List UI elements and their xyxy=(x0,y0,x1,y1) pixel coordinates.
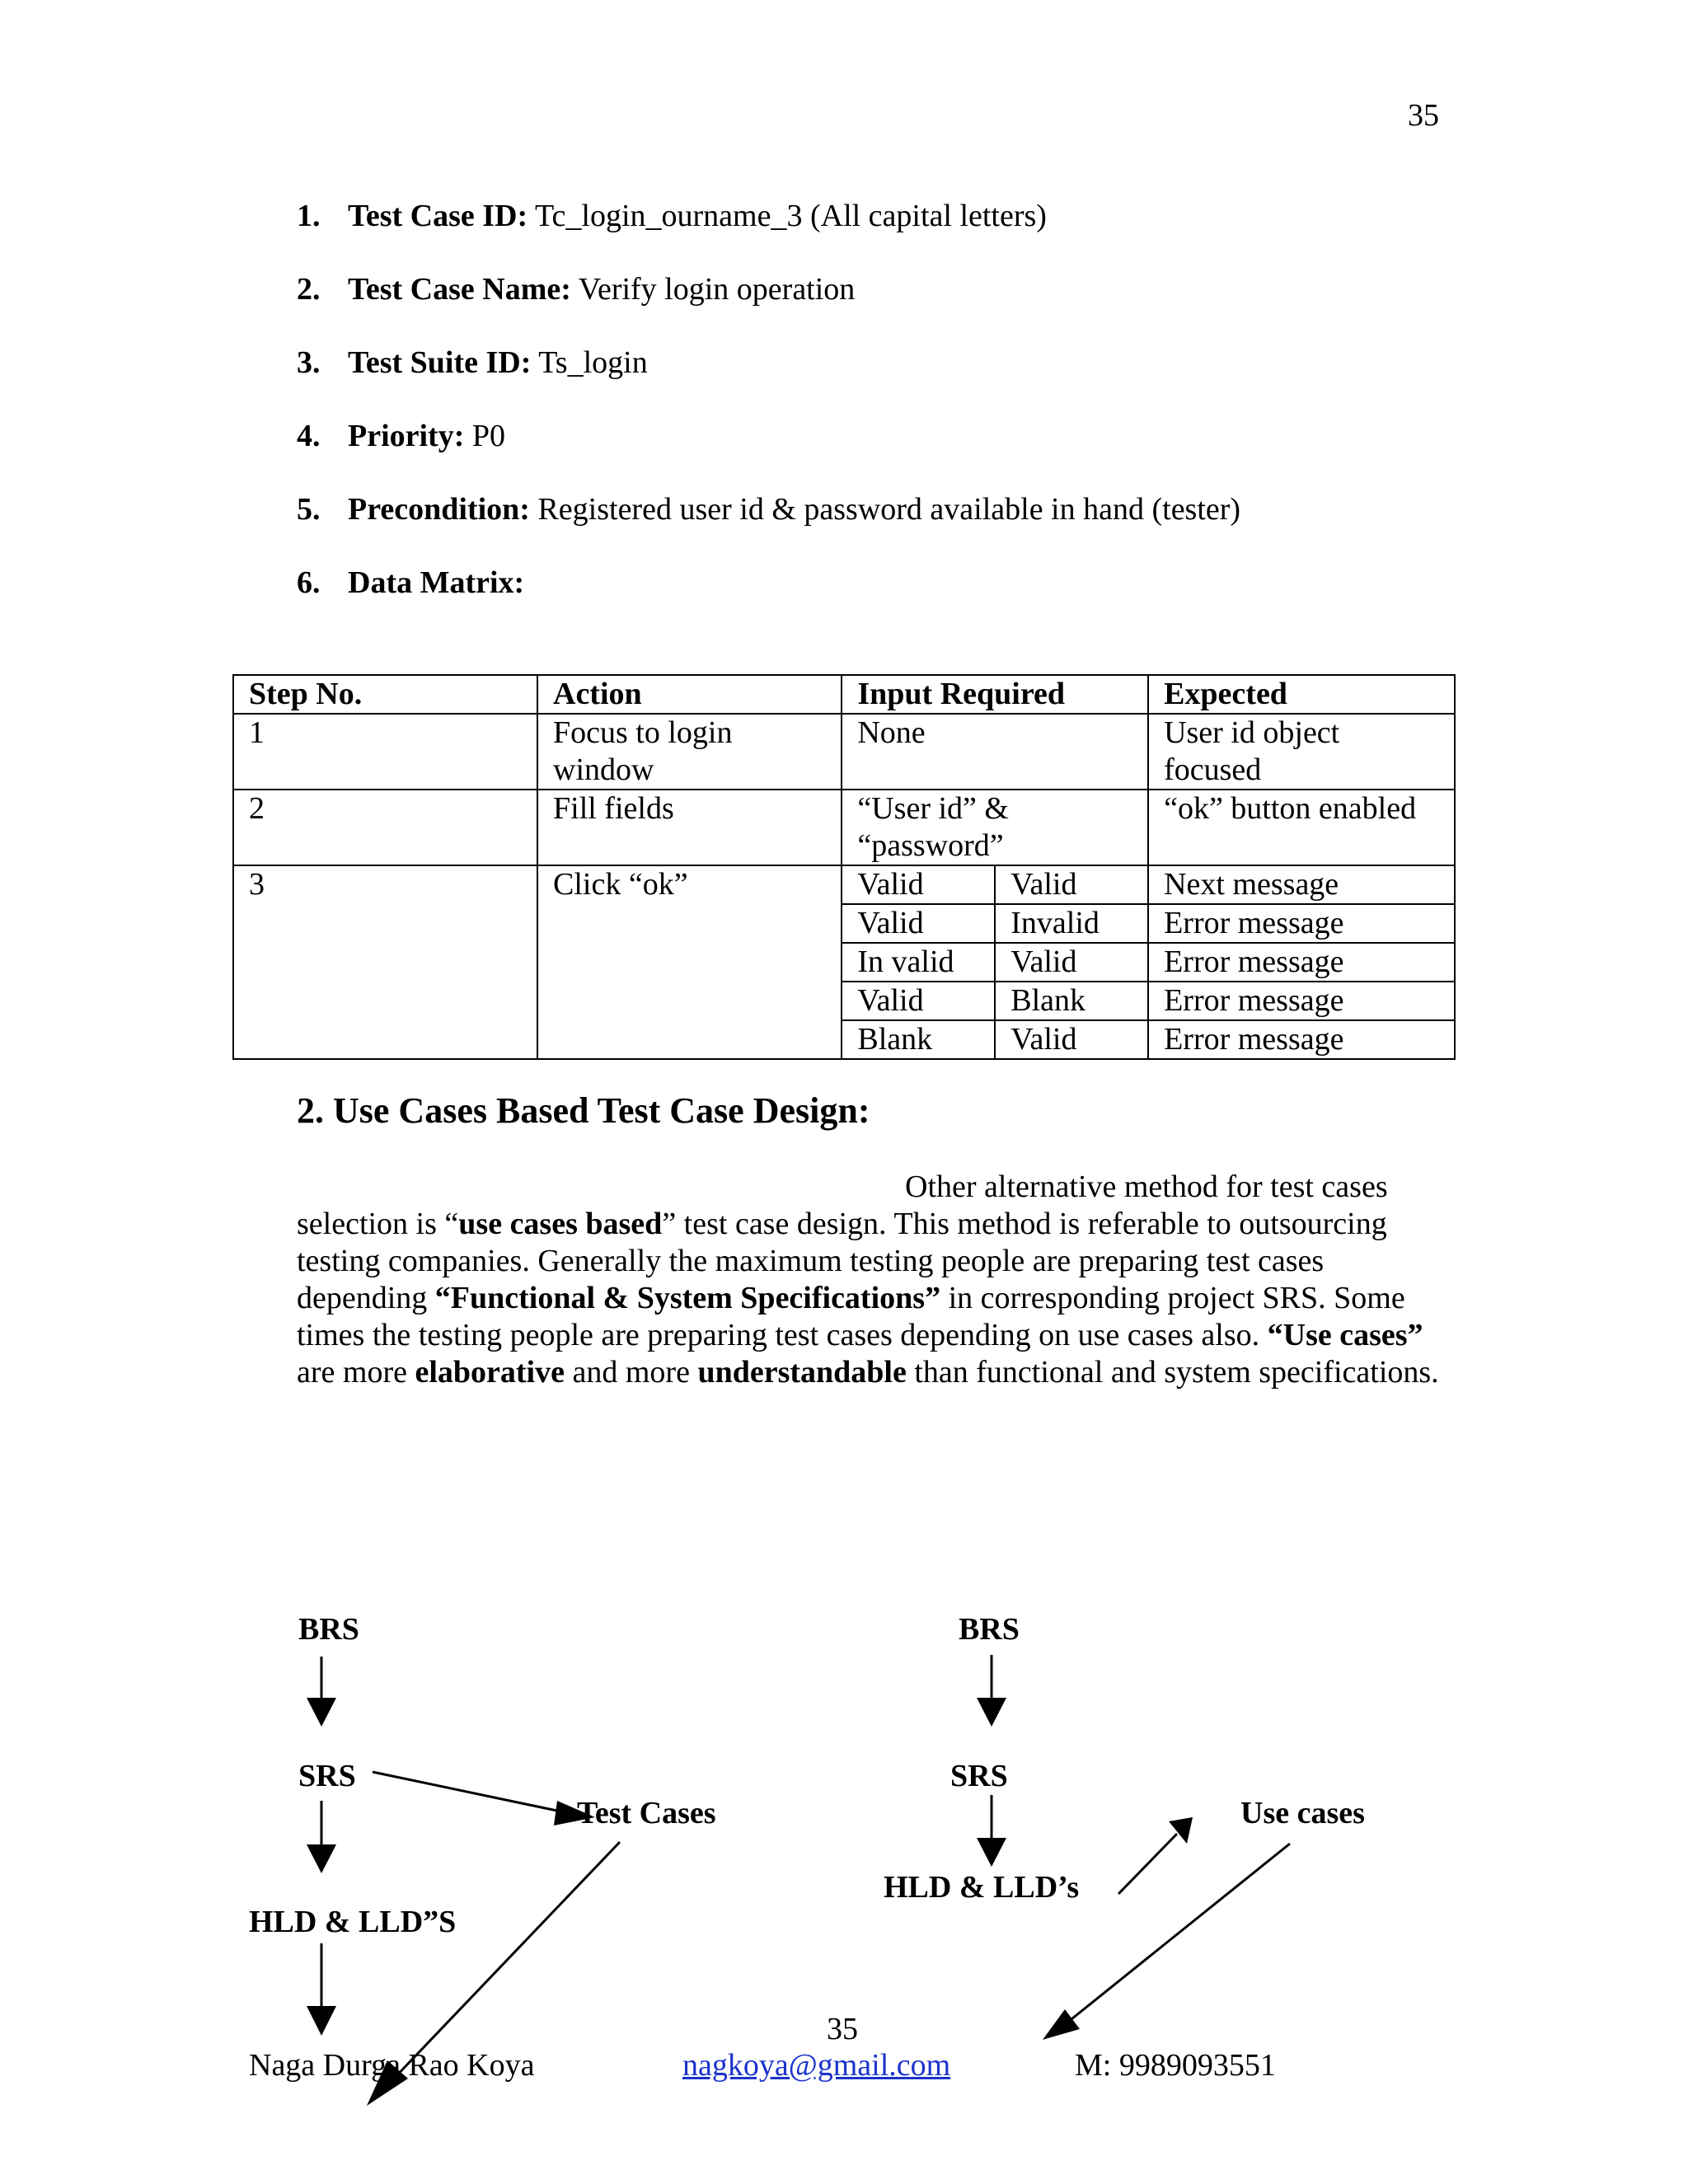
emphasis-use-cases-based: use cases based xyxy=(458,1207,663,1241)
item-label: Data Matrix: xyxy=(348,565,525,600)
step-cell: 3 xyxy=(233,865,537,1059)
arrow-head xyxy=(307,1844,336,1873)
item-value: Ts_login xyxy=(538,345,648,380)
text-run: selection is “ xyxy=(297,1207,459,1241)
expected-cell: Error message xyxy=(1148,904,1455,943)
arrow-head xyxy=(977,1698,1006,1727)
arrow-hld-to-use-cases xyxy=(1118,1834,1177,1894)
node-hld-lld-right: HLD & LLD’s xyxy=(884,1870,1080,1905)
arrow-head xyxy=(307,2006,336,2036)
page-number-top: 35 xyxy=(1408,98,1439,133)
input-cell: “User id” & “password” xyxy=(842,790,1148,865)
item-value: Tc_login_ourname_3 (All capital letters) xyxy=(534,199,1047,233)
user-id-cell: In valid xyxy=(842,943,995,982)
password-cell: Invalid xyxy=(995,904,1148,943)
user-id-cell: Blank xyxy=(842,1020,995,1059)
item-number: 2. xyxy=(297,272,321,307)
user-id-cell: Valid xyxy=(842,904,995,943)
password-cell: Valid xyxy=(995,1020,1148,1059)
arrow-head xyxy=(307,1698,336,1727)
arrow-use-cases-to-tester xyxy=(1063,1844,1290,2026)
emphasis-elaborative: elaborative xyxy=(415,1355,565,1390)
action-cell: Focus to login window xyxy=(537,714,842,790)
arrow-test-cases-to-tester xyxy=(392,1842,620,2081)
node-brs-left: BRS xyxy=(298,1612,359,1647)
expected-cell: “ok” button enabled xyxy=(1148,790,1455,865)
node-test-cases: Test Cases xyxy=(577,1796,716,1830)
text-run: ” test case design. This method is referable to outsourcing testing companies. Generally the maximum testing people are preparing test cases depending xyxy=(297,1207,1387,1315)
section-heading: 2. Use Cases Based Test Case Design: xyxy=(297,1090,870,1131)
item-label: Test Case Name: xyxy=(348,272,571,307)
item-number: 1. xyxy=(297,199,321,233)
expected-cell: Error message xyxy=(1148,943,1455,982)
action-cell: Click “ok” xyxy=(537,865,842,1059)
expected-cell: Next message xyxy=(1148,865,1455,904)
header-expected: Expected xyxy=(1148,675,1455,714)
step-cell: 1 xyxy=(233,714,537,790)
node-srs-right: SRS xyxy=(950,1759,1008,1793)
emphasis-understandable: understandable xyxy=(697,1355,907,1390)
header-step-no: Step No. xyxy=(233,675,537,714)
item-label: Priority: xyxy=(348,419,465,453)
header-input-required: Input Required xyxy=(842,675,1148,714)
item-value: P0 xyxy=(471,419,506,453)
item-value: Registered user id & password available in hand (tester) xyxy=(537,492,1241,527)
arrow-head xyxy=(1043,2009,1080,2040)
text-run: are more xyxy=(297,1355,415,1390)
item-number: 4. xyxy=(297,419,321,453)
arrow-head xyxy=(977,1838,1006,1867)
footer-author: Naga Durga Rao Koya xyxy=(249,2048,535,2083)
user-id-cell: Valid xyxy=(842,865,995,904)
arrow-srs-to-test-cases xyxy=(373,1772,569,1813)
header-action: Action xyxy=(537,675,842,714)
item-number: 3. xyxy=(297,345,321,380)
expected-cell: User id object focused xyxy=(1148,714,1455,790)
emphasis-use-cases: “Use cases” xyxy=(1267,1318,1423,1352)
item-label: Test Suite ID: xyxy=(348,345,532,380)
password-cell: Valid xyxy=(995,865,1148,904)
footer-email-link[interactable]: nagkoya@gmail.com xyxy=(682,2048,951,2083)
node-hld-lld-left: HLD & LLD”S xyxy=(249,1905,457,1939)
password-cell: Blank xyxy=(995,982,1148,1020)
node-brs-right: BRS xyxy=(959,1612,1020,1647)
item-number: 6. xyxy=(297,565,321,600)
node-use-cases: Use cases xyxy=(1240,1796,1365,1830)
expected-cell: Error message xyxy=(1148,982,1455,1020)
text-run: than functional and system specifications. xyxy=(906,1355,1439,1390)
footer-page-number: 35 xyxy=(827,2012,858,2046)
item-label: Precondition: xyxy=(348,492,530,527)
footer-phone: M: 9989093551 xyxy=(1075,2048,1276,2083)
item-label: Test Case ID: xyxy=(348,199,528,233)
paragraph-intro: Other alternative method for test cases xyxy=(905,1169,1388,1204)
expected-cell: Error message xyxy=(1148,1020,1455,1059)
node-srs-left: SRS xyxy=(298,1759,356,1793)
item-number: 5. xyxy=(297,492,321,527)
input-cell: None xyxy=(842,714,1148,790)
item-value: Verify login operation xyxy=(578,272,856,307)
text-run: and more xyxy=(564,1355,698,1390)
emphasis-specifications: “Functional & System Specifications” xyxy=(434,1281,941,1315)
step-cell: 2 xyxy=(233,790,537,865)
user-id-cell: Valid xyxy=(842,982,995,1020)
text-run: in corresponding project SRS. Some times the testing people are preparing test cases depending on use cases also. xyxy=(297,1281,1405,1352)
action-cell: Fill fields xyxy=(537,790,842,865)
password-cell: Valid xyxy=(995,943,1148,982)
